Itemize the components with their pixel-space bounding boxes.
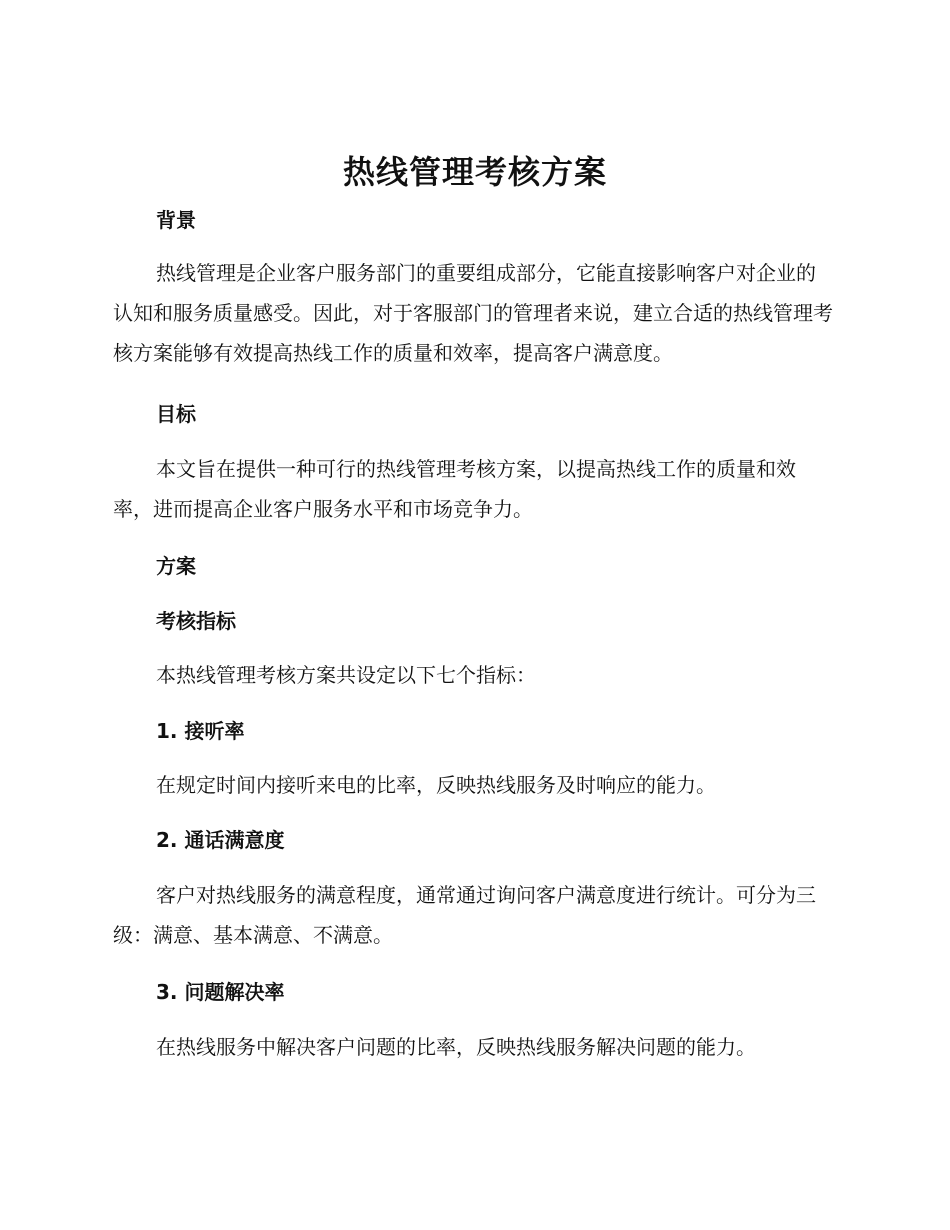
section-heading-goal: 目标 [156,402,196,426]
indicator-heading-2: 2. 通话满意度 [156,828,285,852]
indicator-text-1: 在规定时间内接听来电的比率，反映热线服务及时响应的能力。 [156,773,716,797]
indicator-text-2: 客户对热线服务的满意程度，通常通过询问客户满意度进行统计。可分为三级：满意、基本满意、不满意。 [113,883,816,947]
indicator-heading-1: 1. 接听率 [156,719,245,743]
indicator-text-3: 在热线服务中解决客户问题的比率，反映热线服务解决问题的能力。 [156,1035,756,1059]
paragraph-background: 热线管理是企业客户服务部门的重要组成部分，它能直接影响客户对企业的认知和服务质量感受。因此，对于客服部门的管理者来说，建立合适的热线管理考核方案能够有效提高热线工作的质量和效率，提高客户满意度。 [113,261,833,365]
section-heading-indicators: 考核指标 [156,609,236,633]
document-title: 热线管理考核方案 [342,153,607,191]
paragraph-goal: 本文旨在提供一种可行的热线管理考核方案，以提高热线工作的质量和效率，进而提高企业客户服务水平和市场竞争力。 [113,457,796,521]
paragraph-indicators-intro: 本热线管理考核方案共设定以下七个指标： [156,663,536,687]
section-heading-plan: 方案 [156,554,196,578]
section-heading-background: 背景 [156,208,196,232]
indicator-heading-3: 3. 问题解决率 [156,980,285,1004]
